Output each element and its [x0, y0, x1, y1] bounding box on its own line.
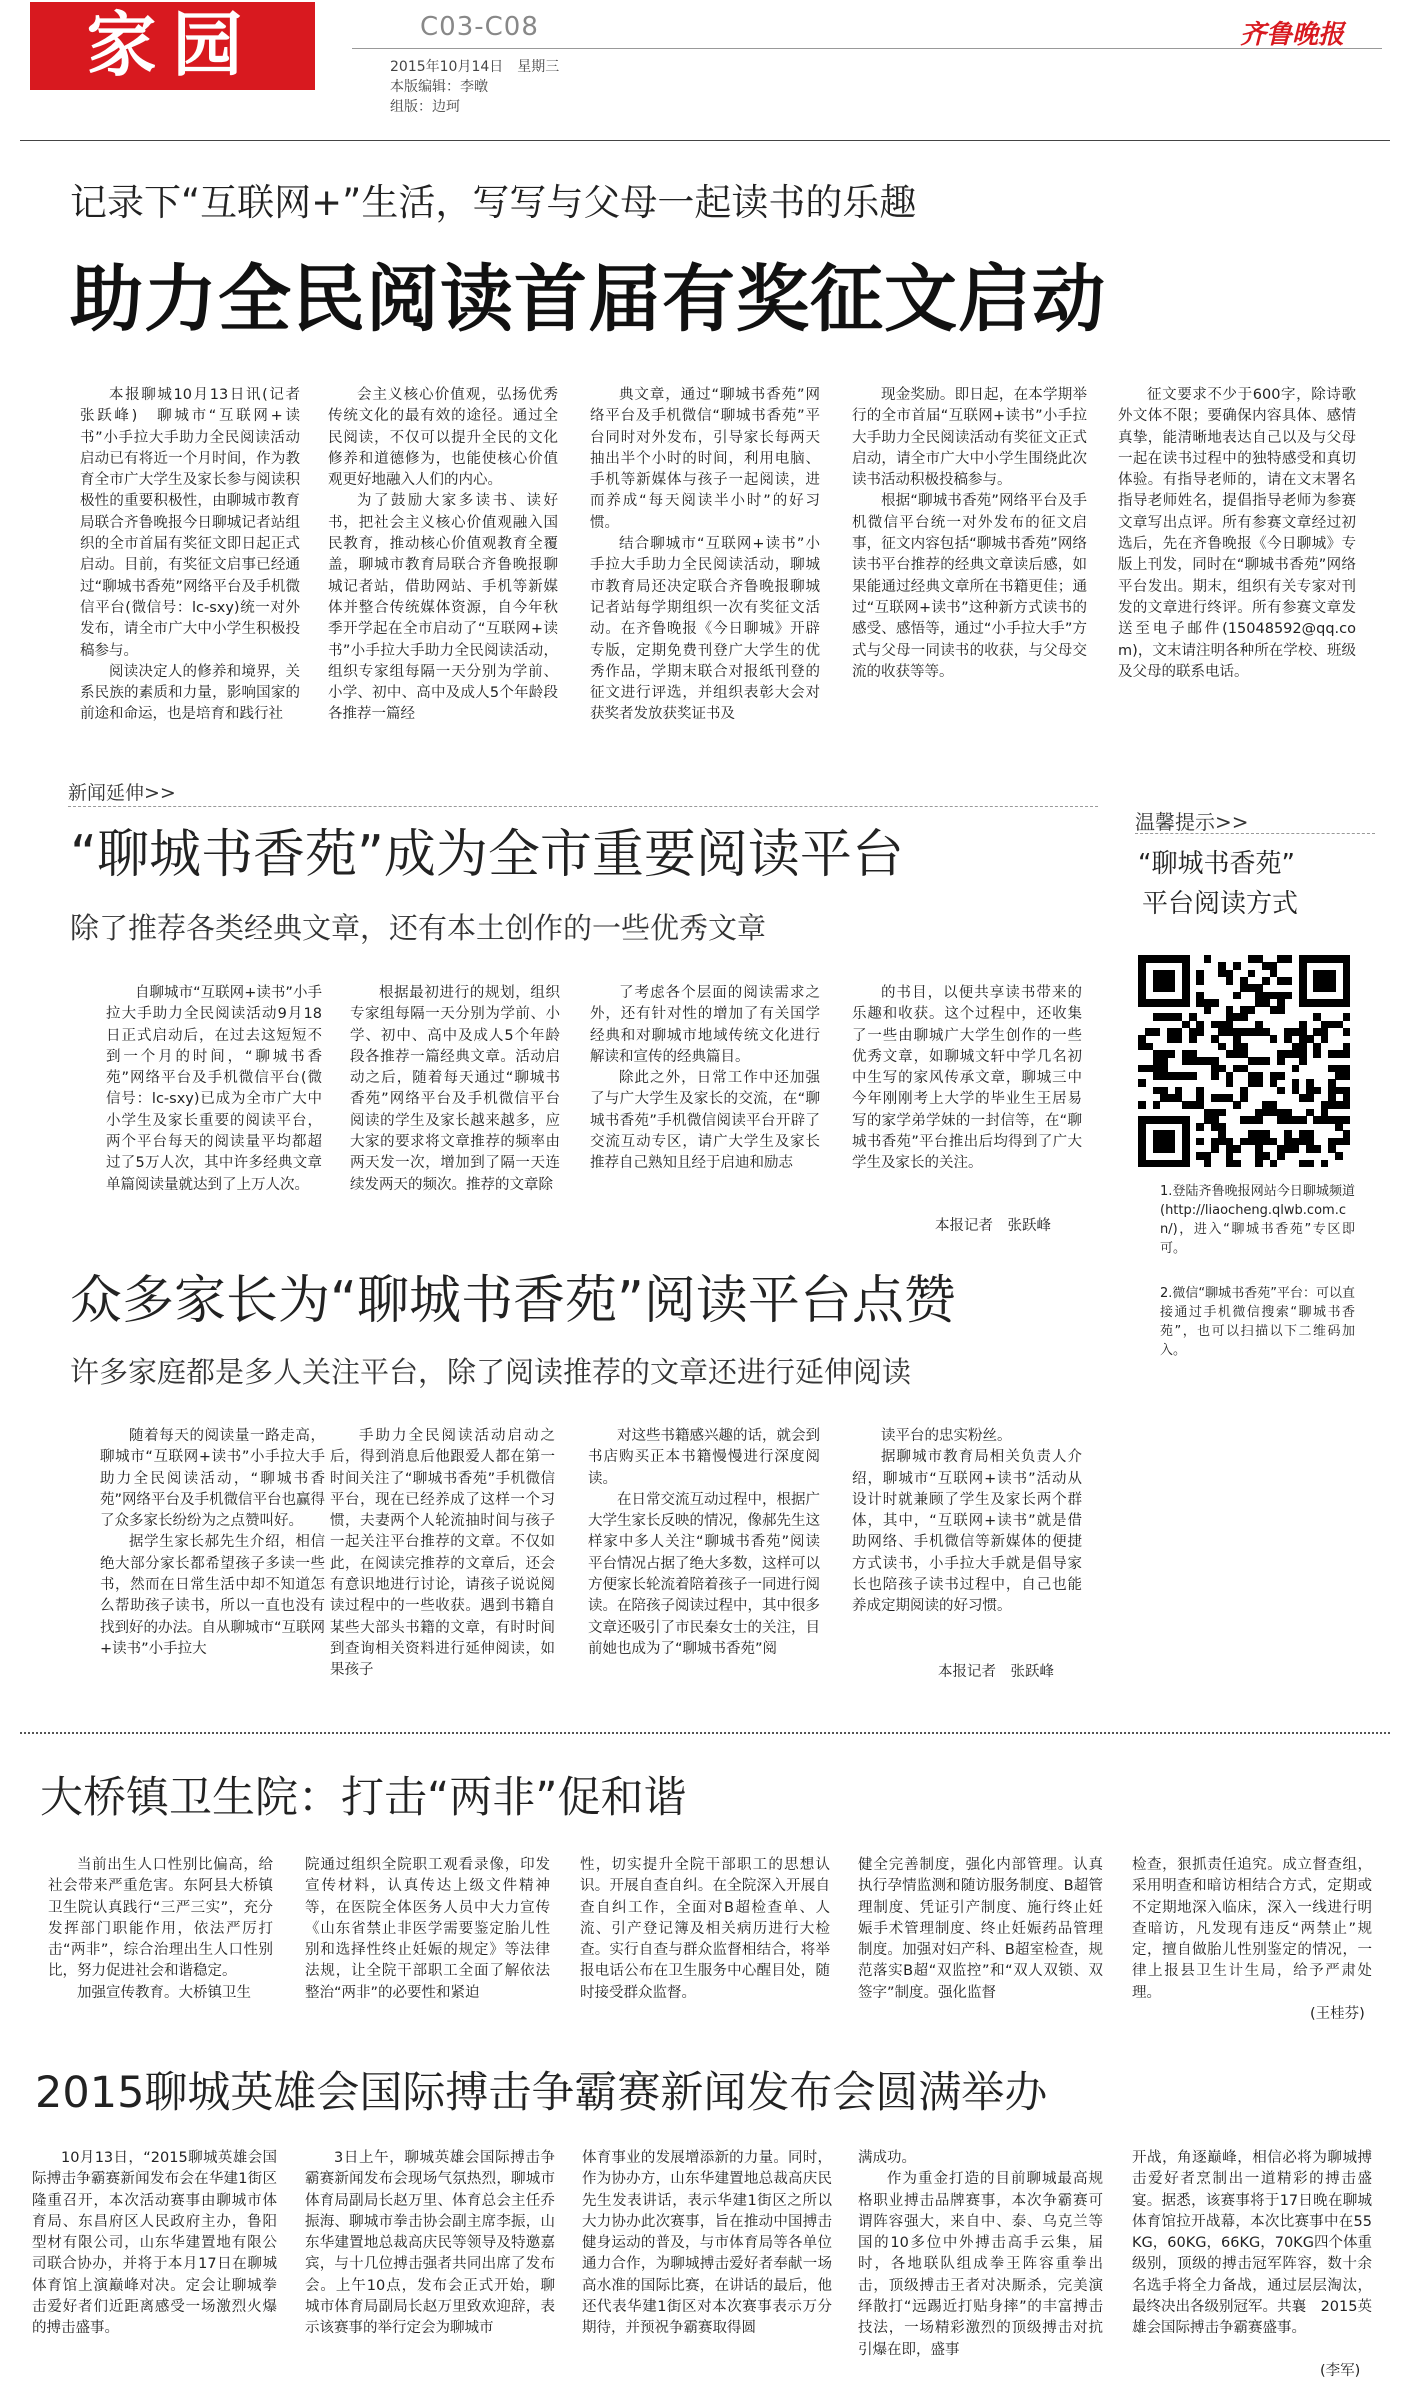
masthead-rule — [352, 48, 1382, 49]
section-title: 家园 — [86, 4, 259, 86]
qr-module — [1270, 1035, 1278, 1043]
paragraph: 作为重金打造的目前聊城最高规格职业搏击品牌赛事，本次争霸赛可谓阵容强大，来自中、泰、乌克兰等国的10多位中外搏击高手云集，届时，各地联队组成拳王阵容重拳出击，顶级搏击王者对决厮杀，完美演绎散打“远踢近打贴身摔”的丰富搏击技法，一场精彩激烈的顶级搏击对抗引爆在即，盛事 — [858, 2171, 1103, 2358]
story3-column-3 — [580, 1855, 830, 2015]
qr-module — [1277, 1072, 1285, 1080]
qr-module — [1292, 1065, 1300, 1073]
story3-column-5 — [1132, 1855, 1372, 2005]
feature2-subhead: 许多家庭都是多人关注平台，除了阅读推荐的文章还进行延伸阅读 — [70, 1355, 912, 1389]
qr-module — [1248, 970, 1256, 978]
qr-module — [1343, 1013, 1351, 1021]
qr-module — [1240, 1013, 1248, 1021]
paragraph: 了考虑各个层面的阅读需求之外，还有针对性的增加了有关国学经典和对聊城市地域传统文化进行解读和宣传的经典篇目。 — [590, 985, 820, 1065]
paragraph: 当前出生人口性别比偏高，给社会带来严重危害。东阿县大桥镇卫生院认真践行“三严三实”，充分发挥部门职能作用，依法严厉打击“两非”，综合治理出生人口性别比，努力促进社会和谐稳定。 — [48, 1857, 273, 1980]
qr-module — [1292, 1145, 1300, 1153]
qr-module — [1167, 1145, 1175, 1153]
qr-module — [1343, 999, 1351, 1007]
lead-headline: 助力全民阅读首届有奖征文启动 — [70, 257, 1106, 342]
qr-module — [1196, 1123, 1204, 1131]
page-layout-credit: 组版：边珂 — [390, 99, 460, 115]
qr-module — [1240, 1094, 1248, 1102]
qr-module — [1153, 1101, 1161, 1109]
qr-module — [1138, 1079, 1146, 1087]
feature2-column-3 — [588, 1426, 820, 1691]
qr-module — [1196, 1138, 1204, 1146]
qr-module — [1343, 1116, 1351, 1124]
qr-module — [1226, 1079, 1234, 1087]
qr-module — [1211, 999, 1219, 1007]
qr-module — [1218, 1109, 1226, 1117]
qr-module — [1277, 1057, 1285, 1065]
qr-module — [1233, 1160, 1241, 1168]
feature1-byline: 本报记者 张跃峰 — [935, 1218, 1051, 1234]
qr-module — [1277, 1087, 1285, 1095]
tips-step2 — [1160, 1284, 1355, 1369]
qr-module — [1211, 1072, 1219, 1080]
qr-module — [1321, 1160, 1329, 1168]
story4-column-3 — [582, 2148, 832, 2380]
page-range: C03-C08 — [420, 12, 539, 42]
paragraph: 加强宣传教育。大桥镇卫生 — [77, 1984, 251, 2001]
feature1-subhead: 除了推荐各类经典文章，还有本土创作的一些优秀文章 — [70, 911, 767, 945]
paragraph: 阅读决定人的修养和境界，关系民族的素质和力量，影响国家的前途和命运，也是培育和践行社 — [80, 663, 300, 723]
story3-column-1 — [48, 1855, 273, 2015]
story4-headline: 2015聊城英雄会国际搏击争霸赛新闻发布会圆满举办 — [35, 2068, 1048, 2118]
qr-module — [1277, 1006, 1285, 1014]
qr-code — [1138, 955, 1350, 1167]
paragraph: 会主义核心价值观，弘扬优秀传统文化的最有效的途径。通过全民阅读，不仅可以提升全民的文化修养和道德修为，也能使核心价值观更好地融入人们的内心。 — [328, 387, 558, 489]
paragraph: 在日常交流互动过程中，根据广大学生家长反映的情况，像郝先生这样家中多人关注“聊城书香苑”阅读平台情况占据了绝大多数，这样可以方便家长轮流着陪着孩子一同进行阅读。在陪孩子阅读过程中，其中很多文章还吸引了市民秦女士的关注，目前她也成为了“聊城书香苑”阅 — [588, 1491, 820, 1657]
qr-module — [1299, 1116, 1307, 1124]
feature1-headline: “聊城书香苑”成为全市重要阅读平台 — [70, 825, 904, 885]
story4-byline: (李军) — [1320, 2363, 1361, 2379]
newspaper-logo: 齐鲁晚报 — [1240, 20, 1345, 50]
feature2-column-1 — [100, 1426, 325, 1691]
paragraph: 根据最初进行的规划，组织专家组每隔一天分别为学前、小学、初中、高中及成人5个年龄段各推荐一篇经典文章。活动启动之后，随着每天通过“聊城书香苑”网络平台及手机微信平台阅读的学生及家长越来越多，应大家的要求将文章推荐的频率由两天发一次，增加到了隔一天连续发两天的频次。推荐的文章除 — [350, 985, 560, 1193]
qr-module — [1182, 999, 1190, 1007]
paragraph: 的书目，以便共享读书带来的乐趣和收获。这个过程中，还收集了一些由聊城广大学生创作的一些优秀文章，如聊城文轩中学几名初中生写的家风传承文章，聊城三中今年刚刚考上大学的毕业生王居易写的家学弟学妹的一封信等，在“聊城书香苑”平台推出后均得到了广大学生及家长的关注。 — [852, 985, 1082, 1172]
feature1-tag: 新闻延伸>> — [68, 782, 176, 804]
tips-step2-text: 2.微信“聊城书香苑”平台：可以直接通过手机微信搜索“聊城书香苑”，也可以扫描以下二维码加入。 — [1160, 1286, 1355, 1358]
feature2-column-4 — [852, 1426, 1082, 1666]
paragraph: 为了鼓励大家多读书、读好书，把社会主义核心价值观融入国民教育，推动核心价值观教育全覆盖，聊城市教育局联合齐鲁晚报聊城记者站，借助网站、手机等新媒体并整合传统媒体资源，自今年秋季开学起在全市启动了“互联网+读书”小手拉大手助力全民阅读活动，组织专家组每隔一天分别为学前、小学、初中、高中及成人5个年龄段各推荐一篇经 — [328, 493, 558, 723]
qr-module — [1284, 955, 1292, 963]
story3-column-4 — [858, 1855, 1103, 2015]
paragraph: 除此之外，日常工作中还加强了与广大学生及家长的交流，在“聊城书香苑”手机微信阅读平台开辟了交流互动专区，请广大学生及家长推荐自己熟知且经于启迪和励志 — [590, 1070, 820, 1172]
section-divider — [20, 1732, 1390, 1734]
paragraph: 据学生家长郝先生介绍，相信绝大部分家长都希望孩子多读一些书，然而在日常生活中却不知道怎么帮助孩子读书，所以一直也没有找到好的办法。自从聊城市“互联网+读书”小手拉大 — [100, 1534, 326, 1657]
qr-module — [1204, 1006, 1212, 1014]
qr-module — [1277, 1152, 1285, 1160]
issue-date: 2015年10月14日 星期三 — [390, 59, 560, 75]
qr-module — [1226, 977, 1234, 985]
lead-column-1 — [80, 385, 315, 755]
qr-module — [1175, 1035, 1183, 1043]
masthead-bottom-rule — [20, 140, 1390, 141]
story4-column-4 — [858, 2148, 1103, 2380]
qr-module — [1211, 1145, 1219, 1153]
qr-module — [1321, 1035, 1329, 1043]
qr-module — [1343, 1072, 1351, 1080]
qr-module — [1313, 1087, 1321, 1095]
qr-module — [1328, 984, 1336, 992]
tips-step1-text: 1.登陆齐鲁晚报网站今日聊城频道(http://liaocheng.qlwb.com.cn/)，进入“聊城书香苑”专区即可。 — [1160, 1184, 1355, 1256]
feature2-column-2 — [330, 1426, 555, 1691]
qr-module — [1248, 1006, 1256, 1014]
paragraph: 读平台的忠实粉丝。 — [881, 1428, 1012, 1444]
qr-module — [1306, 1160, 1314, 1168]
qr-module — [1313, 1145, 1321, 1153]
qr-module — [1343, 1138, 1351, 1146]
qr-module — [1167, 984, 1175, 992]
qr-module — [1233, 1101, 1241, 1109]
qr-module — [1255, 1079, 1263, 1087]
qr-module — [1299, 1057, 1307, 1065]
qr-module — [1343, 1050, 1351, 1058]
qr-module — [1335, 1152, 1343, 1160]
paragraph: 体育事业的发展增添新的力量。同时，作为协办方，山东华建置地总裁高庆民先生发表讲话，表示华建1街区之所以大力协办此次赛事，旨在推动中国搏击健身运动的普及，与市体育局等各单位通力合作，为聊城搏击爱好者奉献一场高水准的国际比赛，在讲话的最后，他还代表华建1街区对本次赛事表示万分期待，并预祝争霸赛取得圆 — [582, 2150, 832, 2337]
lead-column-3 — [590, 385, 820, 755]
story4-column-2 — [305, 2148, 555, 2380]
qr-module — [1262, 977, 1270, 985]
paragraph: 满成功。 — [858, 2150, 916, 2166]
feature1-column-2 — [350, 983, 560, 1233]
paragraph: 10月13日，“2015聊城英雄会国际搏击争霸赛新闻发布会在华建1街区隆重召开，本次活动赛事由聊城市体育局、东昌府区人民政府主办，鲁阳型材有限公司，山东华建置地有限公司联合协办，并将于本月17日在聊城体育馆上演巅峰对决。定会让聊城拳击爱好者们近距离感受一场激烈火爆的搏击盛事。 — [32, 2150, 277, 2337]
paragraph: 本报聊城10月13日讯(记者 张跃峰) 聊城市“互联网+读书”小手拉大手助力全民阅读活动启动已有将近一个月时间，作为教育全市广大学生及家长参与阅读积极性的重要积极性，由聊城市教育局联合齐鲁晚报今日聊城记者站组织的全市首届有奖征文即日起正式启动。目前，有奖征文启事已经通过“聊城书香苑”网络平台及手机微信平台(微信号：lc-sxy)统一对外发布，请全市广大中小学生积极投稿参与。 — [80, 387, 315, 659]
paragraph: 随着每天的阅读量一路走高，聊城市“互联网+读书”小手拉大手助力全民阅读活动，“聊城书香苑”网络平台及手机微信平台也赢得了众多家长纷纷为之点赞叫好。 — [100, 1428, 326, 1530]
qr-module — [1306, 1094, 1314, 1102]
paragraph: 检查，狠抓责任追究。成立督查组，采用明查和暗访相结合方式，定期或不定期地深入临床，深入一线进行明查暗访，凡发现有违反“两禁止”规定，擅自做胎儿性别鉴定的情况，一律上报县卫生计生局，给予严肃处理。 — [1132, 1857, 1372, 2001]
tips-tag-rule — [1135, 833, 1375, 834]
qr-module — [1262, 1057, 1270, 1065]
tips-step1 — [1160, 1182, 1355, 1277]
qr-module — [1182, 1160, 1190, 1168]
qr-module — [1255, 1116, 1263, 1124]
paragraph: 结合聊城市“互联网+读书”小手拉大手助力全民阅读活动，聊城市教育局还决定联合齐鲁晚报聊城记者站每学期组织一次有奖征文活动。在齐鲁晚报《今日聊城》开辟专版，定期免费刊登广大学生的优秀作品，学期末联合对报纸刊登的征文进行评选，并组织表彰大会对获奖者发放获奖证书及 — [590, 536, 820, 723]
feature1-column-3 — [590, 983, 820, 1233]
paragraph: 对这些书籍感兴趣的话，就会到书店购买正本书籍慢慢进行深度阅读。 — [588, 1428, 820, 1487]
paragraph: 典文章，通过“聊城书香苑”网络平台及手机微信“聊城书香苑”平台同时对外发布，引导家长每两天抽出半个小时的时间，利用电脑、手机等新媒体与孩子一起阅读，进而养成“每天阅读半小时”的好习惯。 — [590, 387, 820, 531]
feature2-headline: 众多家长为“聊城书香苑”阅读平台点赞 — [70, 1271, 956, 1331]
tips-tag: 温馨提示>> — [1135, 810, 1249, 834]
lead-kicker: 记录下“互联网+”生活，写写与父母一起读书的乐趣 — [70, 181, 917, 224]
paragraph: 院通过组织全院职工观看录像，印发宣传材料，认真传达上级文件精神等，在医院全体医务人员中大力宣传《山东省禁止非医学需要鉴定胎儿性别和选择性终止妊娠的规定》等法律法规，让全院干部职工全面了解依法整治“两非”的必要性和紧迫 — [305, 1857, 550, 2001]
qr-module — [1343, 1101, 1351, 1109]
qr-module — [1189, 1035, 1197, 1043]
qr-module — [1255, 1160, 1263, 1168]
feature2-byline: 本报记者 张跃峰 — [938, 1664, 1054, 1680]
qr-module — [1167, 1050, 1175, 1058]
paragraph: 性，切实提升全院干部职工的思想认识。开展自查自纠。在全院深入开展自查自纠工作，全面对B超检查单、人流、引产登记簿及相关病历进行大检查。实行自查与群众监督相结合，将举报电话公布在卫生服务中心醒目处，随时接受群众监督。 — [580, 1857, 830, 2001]
paragraph: 健全完善制度，强化内部管理。认真执行孕情监测和随访服务制度、B超管理制度、凭证引产制度、施行终止妊娠手术管理制度、终止妊娠药品管理制度。加强对妇产科、B超室检查，规范落实B超“双监控”和“双人双锁、双签字”制度。强化监督 — [858, 1857, 1103, 2001]
qr-module — [1196, 977, 1204, 985]
qr-module — [1270, 1160, 1278, 1168]
qr-module — [1233, 1145, 1241, 1153]
story3-headline: 大桥镇卫生院：打击“两非”促和谐 — [40, 1773, 687, 1823]
story4-column-1 — [32, 2148, 277, 2380]
qr-module — [1233, 962, 1241, 970]
story3-byline: (王桂芬) — [1310, 2006, 1365, 2022]
qr-module — [1343, 1028, 1351, 1036]
paragraph: 自聊城市“互联网+读书”小手拉大手助力全民阅读活动9月18日正式启动后，在过去这短短不到一个月的时间，“聊城书香苑”网络平台及手机微信平台(微信号：lc-sxy)已成为全市广大中小学生及家长重要的阅读平台，两个平台每天的阅读量平均都超过了5万人次，其中许多经典文章单篇阅读量就达到了上万人次。 — [106, 985, 322, 1193]
paragraph: 开战，角逐巅峰，相信必将为聊城搏击爱好者烹制出一道精彩的搏击盛宴。据悉，该赛事将于17日晚在聊城体育馆拉开战幕，本次比赛事中在55KG，60KG，66KG，70KG四个体重级别，顶级的搏击冠军阵容，数十余名选手将全力备战，通过层层淘汰，最终决出各级别冠军。共襄 2015英雄会国际搏击争霸赛盛事。 — [1132, 2150, 1372, 2337]
qr-module — [1204, 1160, 1212, 1168]
paragraph: 根据“聊城书香苑”网络平台及手机微信平台统一对外发布的征文启事，征文内容包括“聊城书香苑”网络读书平台推荐的经典文章读后感，如果能通过经典文章所在书籍更佳；通过“互联网+读书”这种新方式读书的感受、感悟等，通过“小手拉大手”方式与父母一同读书的收获，与父母交流的收获等等。 — [852, 493, 1087, 680]
qr-module — [1196, 1028, 1204, 1036]
qr-module — [1153, 1028, 1161, 1036]
qr-module — [1233, 992, 1241, 1000]
lead-column-2 — [328, 385, 558, 755]
paragraph: 3日上午，聊城英雄会国际搏击争霸赛新闻发布会现场气氛热烈，聊城市体育局副局长赵万里、体育总会主任乔振海、聊城市拳击协会副主席李振，山东华建置地总裁高庆民等领导及特邀嘉宾，与十几位搏击强者共同出席了发布会。上午10点，发布会正式开始，聊城市体育局副局长赵万里致欢迎辞，表示该赛事的举行定会为聊城市 — [305, 2150, 555, 2337]
qr-module — [1189, 1072, 1197, 1080]
qr-module — [1138, 1101, 1146, 1109]
lead-column-5 — [1118, 385, 1356, 755]
paragraph: 据聊城市教育局相关负责人介绍，聊城市“互联网+读书”活动从设计时就兼顾了学生及家长两个群体，其中，“互联网+读书”就是借助网络、手机微信等新媒体的便捷方式读书，小手拉大手就是倡导家长也陪孩子读书过程中，自己也能养成定期阅读的好习惯。 — [852, 1449, 1082, 1615]
paragraph: 现金奖励。即日起，在本学期举行的全市首届“互联网+读书”小手拉大手助力全民阅读活动有奖征文正式启动，请全市广大中小学生围绕此次读书活动积极投稿参与。 — [852, 387, 1087, 489]
story3-column-2 — [305, 1855, 550, 2015]
tips-title-line1: “聊城书香苑” — [1138, 849, 1295, 879]
qr-module — [1284, 992, 1292, 1000]
feature1-tag-rule — [68, 806, 1098, 807]
qr-module — [1204, 955, 1212, 963]
page-editor: 本版编辑：李暾 — [390, 79, 488, 95]
feature1-column-4 — [852, 983, 1082, 1213]
paragraph: 征文要求不少于600字，除诗歌外文体不限；要确保内容具体、感情真挚，能清晰地表达自己以及与父母一起在读书过程中的独特感受和真切体验。有指导老师的，请在文末署名指导老师姓名，提倡指导老师为参赛文章写出点评。所有参赛文章经过初选后，先在齐鲁晚报《今日聊城》专版上刊发，同时在“聊城书香苑”网络平台发出。期末，组织有关专家对刊发的文章进行终评。所有参赛文章发送至电子邮件(15048592@qq.com)，文末请注明各种所在学校、班级及父母的联系电话。 — [1118, 387, 1356, 680]
story4-column-5 — [1132, 2148, 1372, 2360]
qr-module — [1313, 1050, 1321, 1058]
qr-module — [1284, 977, 1292, 985]
feature1-column-1 — [106, 983, 322, 1233]
section-logo — [30, 2, 315, 90]
paragraph: 手助力全民阅读活动启动之后，得到消息后他跟爱人都在第一时间关注了“聊城书香苑”手机微信平台，现在已经养成了这样一个习惯，夫妻两个人轮流抽时间与孩子一起关注平台推荐的文章。不仅如此，在阅读完推荐的文章后，还会有意识地进行讨论，请孩子说说阅读过程中的一些收获。遇到书籍自某些大部头书籍的文章，有时时间到查询相关资料进行延伸阅读，如果孩子 — [330, 1428, 555, 1679]
lead-column-4 — [852, 385, 1087, 755]
tips-title-line2: 平台阅读方式 — [1142, 889, 1299, 919]
